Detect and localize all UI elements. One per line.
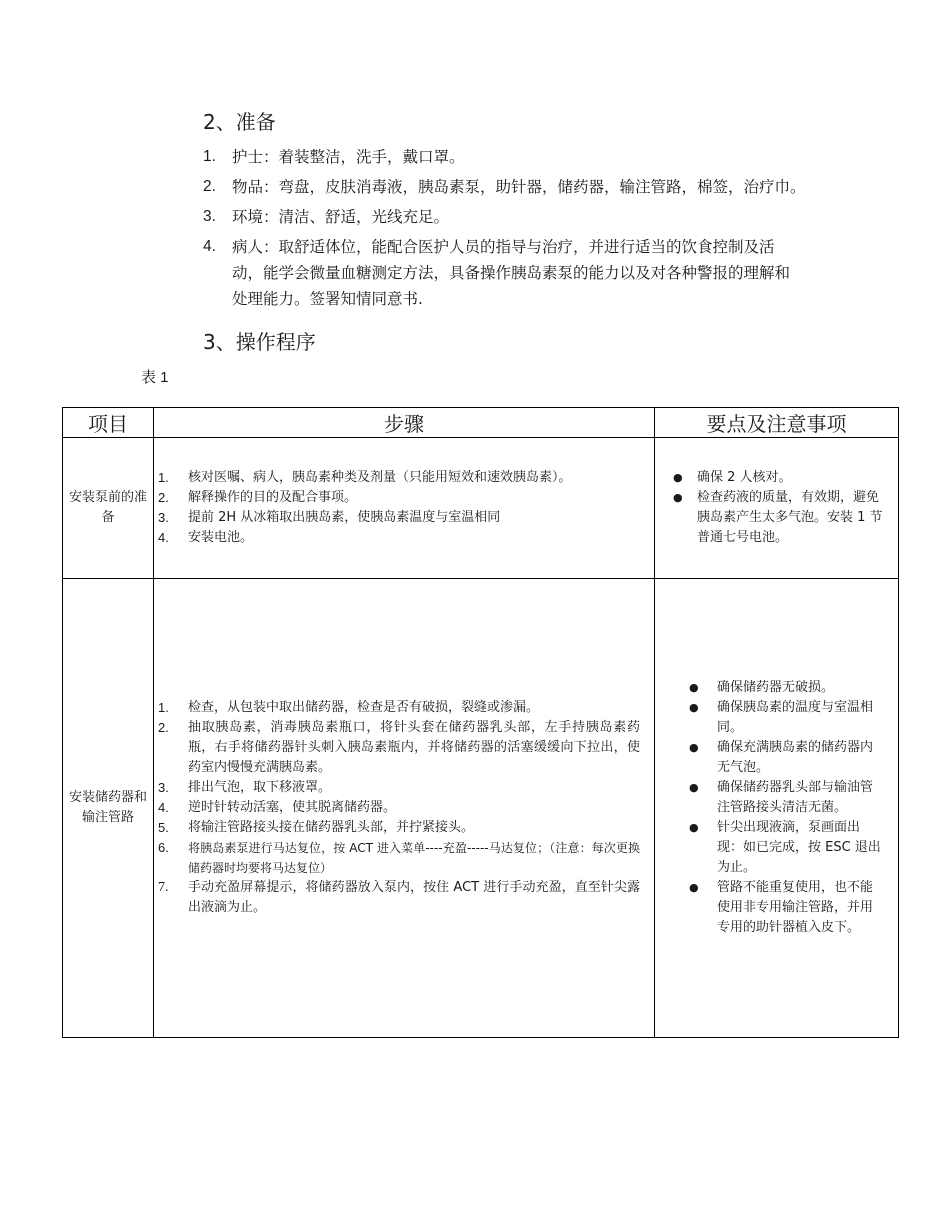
steps-list	[154, 468, 654, 548]
note-item	[689, 818, 884, 878]
step-item	[158, 878, 640, 918]
table-header-row	[63, 408, 899, 438]
row-item-cell: 安装储药器和输注管路	[63, 579, 154, 1038]
bullet-icon: ●	[689, 701, 699, 714]
list-number: 1.	[203, 148, 216, 165]
note-item	[673, 488, 886, 548]
step-number: 4.	[158, 800, 169, 815]
bullet-icon: ●	[673, 491, 683, 504]
list-number: 4.	[203, 238, 216, 255]
note-text: 确保储药器乳头部与输油管注管路接头清洁无菌。	[717, 780, 874, 815]
note-text: 确保充满胰岛素的储药器内无气泡。	[717, 740, 874, 775]
step-text: 逆时针转动活塞，使其脱离储药器。	[188, 800, 397, 815]
note-text: 确保储药器无破损。	[717, 680, 835, 695]
list-item-text: 护士：着装整洁，洗手，戴口罩。	[232, 148, 465, 166]
list-number: 3.	[203, 208, 216, 225]
list-item	[203, 144, 823, 170]
step-text: 将胰岛素泵进行马达复位，按 ACT 进入菜单----充盈-----马达复位；（注意：每次更换储药器时均要将马达复位）	[188, 841, 640, 875]
step-number: 7.	[158, 880, 169, 895]
note-text: 检查药液的质量，有效期，避免胰岛素产生太多气泡。安装 1 节普通七号电池。	[697, 490, 883, 545]
step-number: 1.	[158, 470, 169, 485]
step-text: 检查，从包装中取出储药器，检查是否有破损，裂缝或渗漏。	[188, 700, 540, 715]
row-notes-cell	[655, 579, 899, 1038]
bullet-icon: ●	[689, 821, 699, 834]
step-item	[158, 528, 640, 548]
step-number: 5.	[158, 820, 169, 835]
step-item	[158, 838, 640, 878]
step-number: 4.	[158, 530, 169, 545]
step-text: 安装电池。	[188, 530, 254, 545]
step-text: 核对医嘱、病人，胰岛素种类及剂量（只能用短效和速效胰岛素）。	[188, 470, 572, 485]
row-notes-cell	[655, 438, 899, 579]
step-number: 2.	[158, 490, 169, 505]
table-row	[63, 438, 899, 579]
column-header-notes: 要点及注意事项	[655, 408, 899, 438]
section-heading-preparation: 2、准备	[203, 110, 276, 134]
bullet-icon: ●	[689, 741, 699, 754]
note-item	[689, 678, 884, 698]
table-caption: 表 1	[141, 369, 169, 386]
section-heading-procedure: 3、操作程序	[203, 330, 316, 354]
table-row	[63, 579, 899, 1038]
bullet-icon: ●	[689, 881, 699, 894]
step-number: 2.	[158, 720, 169, 735]
step-item	[158, 468, 640, 488]
column-header-item: 项目	[63, 408, 154, 438]
note-item	[689, 738, 884, 778]
list-item-text: 环境：清洁、舒适，光线充足。	[232, 208, 450, 226]
list-item-text: 病人：取舒适体位，能配合医护人员的指导与治疗，并进行适当的饮食控制及活动，能学会微量血糖测定方法，具备操作胰岛素泵的能力以及对各种警报的理解和处理能力。签署知情同意书.	[232, 238, 791, 308]
bullet-icon: ●	[673, 471, 683, 484]
row-steps-cell	[154, 579, 655, 1038]
note-item	[689, 778, 884, 818]
list-item	[203, 174, 823, 200]
step-text: 解释操作的目的及配合事项。	[188, 490, 358, 505]
step-item	[158, 798, 640, 818]
step-number: 3.	[158, 510, 169, 525]
step-item	[158, 488, 640, 508]
step-item	[158, 698, 640, 718]
note-text: 确保胰岛素的温度与室温相同。	[717, 700, 874, 735]
procedure-table	[62, 407, 899, 1038]
note-text: 针尖出现液滴，泵画面出现：如已完成，按 ESC 退出为止。	[717, 820, 881, 875]
note-item	[673, 468, 886, 488]
bullet-icon: ●	[689, 781, 699, 794]
note-item	[689, 698, 884, 738]
step-number: 3.	[158, 780, 169, 795]
note-text: 确保 2 人核对。	[697, 470, 792, 485]
notes-list	[655, 468, 898, 548]
list-number: 2.	[203, 178, 216, 195]
step-text: 排出气泡，取下移液罩。	[188, 780, 332, 795]
notes-list	[655, 678, 898, 938]
step-item	[158, 718, 640, 778]
step-item	[158, 818, 640, 838]
note-text: 管路不能重复使用，也不能使用非专用输注管路，并用专用的助针器植入皮下。	[717, 880, 874, 935]
steps-list	[154, 698, 654, 918]
step-number: 6.	[158, 840, 169, 855]
row-steps-cell	[154, 438, 655, 579]
step-item	[158, 778, 640, 798]
preparation-list	[203, 144, 823, 316]
list-item	[203, 234, 792, 312]
step-text: 手动充盈屏幕提示，将储药器放入泵内，按住 ACT 进行手动充盈，直至针尖露出液滴为止。	[188, 880, 640, 915]
list-item	[203, 204, 823, 230]
step-text: 提前 2H 从冰箱取出胰岛素，使胰岛素温度与室温相同	[188, 510, 501, 525]
step-text: 将输注管路接头接在储药器乳头部，并拧紧接头。	[188, 820, 475, 835]
row-item-cell: 安装泵前的准备	[63, 438, 154, 579]
step-text: 抽取胰岛素，消毒胰岛素瓶口，将针头套在储药器乳头部，左手持胰岛素药瓶，右手将储药器针头刺入胰岛素瓶内，并将储药器的活塞缓缓向下拉出，使药室内慢慢充满胰岛素。	[188, 720, 640, 775]
note-item	[689, 878, 884, 938]
column-header-steps: 步骤	[154, 408, 655, 438]
bullet-icon: ●	[689, 681, 699, 694]
list-item-text: 物品：弯盘，皮肤消毒液，胰岛素泵，助针器，储药器，输注管路，棉签，治疗巾。	[232, 178, 806, 196]
step-item	[158, 508, 640, 528]
step-number: 1.	[158, 700, 169, 715]
